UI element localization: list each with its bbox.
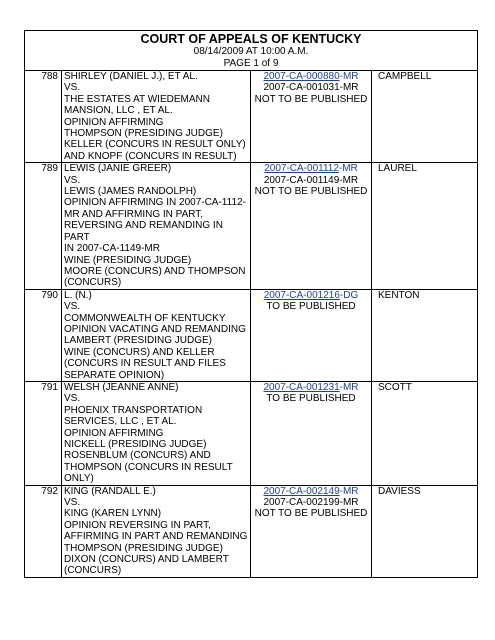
case-numbers bbox=[251, 71, 372, 163]
session-datetime: 08/14/2009 AT 10:00 A.M. bbox=[193, 46, 309, 57]
case-details: 2007-CA-002199-MR NOT TO BE PUBLISHED bbox=[254, 497, 368, 520]
case-parties: LEWIS (JANIE GREER) VS. LEWIS (JAMES RANDOLPH) OPINION AFFIRMING IN 2007-CA-1112- MR AND AFFIRMING IN PART, REVERSING AND REMANDING IN PART IN 2007-CA-1149-MR WINE (PRESIDING JUDGE) MOORE (CONCURS) AND THOMPSON (CONCURS) bbox=[62, 163, 251, 289]
county: CAMPBELL bbox=[372, 71, 478, 163]
case-parties: L. (N.) VS. COMMONWEALTH OF KENTUCKY OPINION VACATING AND REMANDING LAMBERT (PRESIDING JUDGE) WINE (CONCURS) AND KELLER (CONCURS IN RESULT AND FILES SEPARATE OPINION) bbox=[62, 289, 251, 381]
docket-number: 789 bbox=[25, 163, 62, 289]
docket-page bbox=[24, 30, 478, 578]
case-details: TO BE PUBLISHED bbox=[266, 393, 356, 405]
table-row bbox=[25, 71, 478, 163]
case-numbers bbox=[251, 485, 372, 577]
table-row bbox=[25, 485, 478, 577]
table-row bbox=[25, 381, 478, 485]
case-number-link[interactable]: 2007-CA-002149 bbox=[263, 485, 340, 497]
case-parties: WELSH (JEANNE ANNE) VS. PHOENIX TRANSPORTATION SERVICES, LLC , ET AL. OPINION AFFIRMING NICKELL (PRESIDING JUDGE) ROSENBLUM (CONCURS) AND THOMPSON (CONCURS IN RESULT ONLY) bbox=[62, 381, 251, 485]
page-indicator: PAGE 1 of 9 bbox=[223, 58, 279, 69]
case-details: 2007-CA-001031-MR NOT TO BE PUBLISHED bbox=[254, 82, 368, 105]
docket-header bbox=[24, 30, 478, 70]
case-number-suffix[interactable]: -MR bbox=[339, 71, 359, 82]
case-number-link[interactable]: 2007-CA-001112 bbox=[264, 163, 339, 175]
case-numbers bbox=[251, 381, 372, 485]
case-parties: KING (RANDALL E.) VS. KING (KAREN LYNN) OPINION REVERSING IN PART, AFFIRMING IN PART AND REMANDING THOMPSON (PRESIDING JUDGE) DIXON (CONCURS) AND LAMBERT (CONCURS) bbox=[62, 485, 251, 577]
county: KENTON bbox=[372, 289, 478, 381]
case-details: 2007-CA-001149-MR NOT TO BE PUBLISHED bbox=[254, 174, 368, 198]
case-number-suffix[interactable]: -DG bbox=[339, 289, 359, 301]
case-number-link[interactable]: 2007-CA-001231 bbox=[263, 381, 340, 393]
docket-number: 791 bbox=[25, 381, 62, 485]
docket-number: 790 bbox=[25, 289, 62, 381]
case-number-suffix[interactable]: -MR bbox=[339, 381, 359, 393]
table-row bbox=[25, 163, 478, 289]
county: SCOTT bbox=[372, 381, 478, 485]
case-number-suffix[interactable]: -MR bbox=[338, 163, 358, 175]
docket-number: 792 bbox=[25, 485, 62, 577]
case-number-link[interactable]: 2007-CA-001216 bbox=[263, 289, 340, 301]
case-details: TO BE PUBLISHED bbox=[266, 301, 356, 313]
case-parties: SHIRLEY (DANIEL J.), ET AL. VS. THE ESTATES AT WIEDEMANN MANSION, LLC , ET AL. OPINION AFFIRMING THOMPSON (PRESIDING JUDGE) KELLER (CONCURS IN RESULT ONLY) AND KNOPF (CONCURS IN RESULT) bbox=[62, 71, 251, 163]
case-numbers bbox=[251, 289, 372, 381]
case-number-suffix[interactable]: -MR bbox=[339, 485, 359, 497]
county: DAVIESS bbox=[372, 485, 478, 577]
table-row bbox=[25, 289, 478, 381]
case-numbers bbox=[251, 163, 372, 289]
docket-table bbox=[24, 70, 478, 578]
court-title: COURT OF APPEALS OF KENTUCKY bbox=[140, 32, 362, 46]
county: LAUREL bbox=[372, 163, 478, 289]
docket-number: 788 bbox=[25, 71, 62, 163]
case-number-link[interactable]: 2007-CA-000880 bbox=[263, 71, 340, 82]
